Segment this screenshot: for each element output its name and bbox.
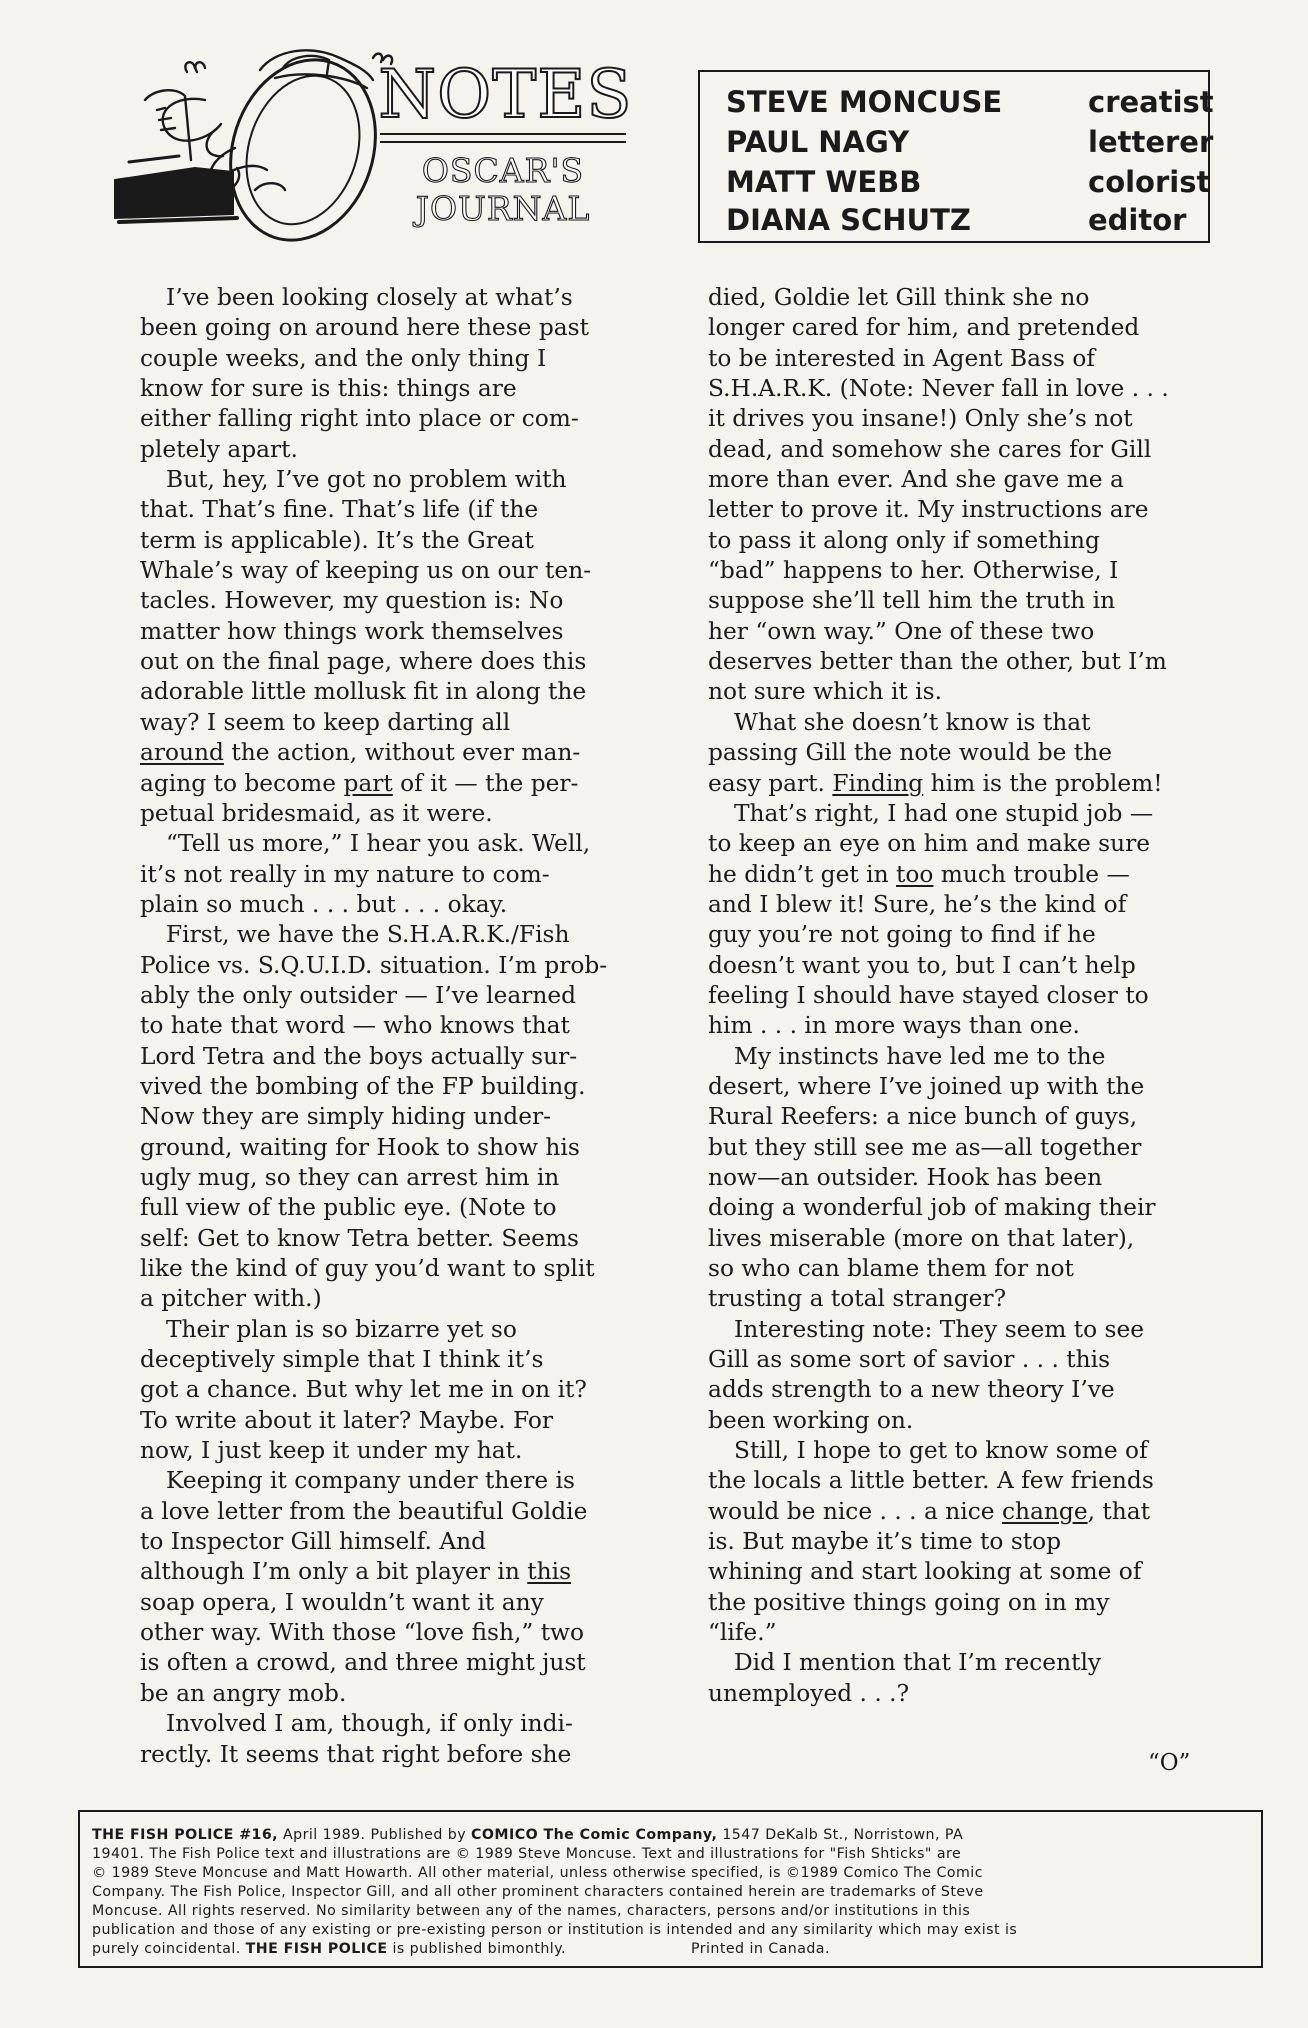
text-line: to be interested in Agent Bass of: [708, 344, 1095, 372]
text-line: desert, where I’ve joined up with the: [708, 1072, 1145, 1100]
text-line: petual bridesmaid, as it were.: [140, 799, 493, 827]
text-line: feeling I should have stayed closer to: [708, 981, 1149, 1009]
text-line: out on the final page, where does this: [140, 648, 587, 676]
indicia-line: publication and those of any existing or pre-existing person or institution is intended and any similarity which may exist is: [92, 1922, 1018, 1938]
credit-row: [726, 82, 1214, 122]
text-line: Still, I hope to get to know some of: [734, 1437, 1148, 1465]
title-divider: [380, 141, 626, 143]
text-line: doing a wonderful job of making their: [708, 1194, 1156, 1222]
text-line: pletely apart.: [140, 435, 298, 463]
text-line: know for sure is this: things are: [140, 375, 517, 403]
text-line: lives miserable (more on that later),: [708, 1224, 1135, 1252]
text-line: deceptively simple that I think it’s: [140, 1346, 544, 1374]
underlined-word: this: [527, 1558, 572, 1586]
text-line: aging to become part of it — the per-: [140, 769, 579, 797]
text-line: the locals a little better. A few friends: [708, 1467, 1154, 1495]
printed-in-canada: Printed in Canada.: [690, 1941, 830, 1957]
text-line: easy part. Finding him is the problem!: [708, 769, 1163, 797]
credit-role: creatist: [1088, 85, 1214, 119]
text-line: be an angry mob.: [140, 1679, 347, 1707]
text-line: it drives you insane!) Only she’s not: [708, 405, 1133, 433]
text-line: Rural Reefers: a nice bunch of guys,: [708, 1103, 1138, 1131]
indicia-line: [92, 1826, 1249, 1845]
text-line: around the action, without ever man-: [140, 739, 581, 767]
indicia-text: is published bimonthly.: [387, 1941, 566, 1957]
journal-right-column: [708, 283, 1213, 1709]
text-line: suppose she’ll tell him the truth in: [708, 587, 1116, 615]
indicia-publisher: COMICO The Comic Company,: [471, 1827, 718, 1843]
text-line: What she doesn’t know is that: [734, 708, 1091, 736]
underlined-word: part: [343, 769, 393, 797]
text-line: Did I mention that I’m recently: [734, 1649, 1102, 1677]
credit-row: [726, 200, 1190, 240]
text-line: My instincts have led me to the: [734, 1042, 1106, 1070]
text-line: Whale’s way of keeping us on our ten-: [140, 557, 592, 585]
text-line: is. But maybe it’s time to stop: [708, 1528, 1062, 1556]
indicia-line: Moncuse. All rights reserved. No similarity between any of the names, characters, persons and/or institutions in this: [92, 1903, 971, 1919]
text-line: to keep an eye on him and make sure: [708, 830, 1151, 858]
text-line: adorable little mollusk fit in along the: [140, 678, 587, 706]
text-line: To write about it later? Maybe. For: [140, 1406, 554, 1434]
text-line: now—an outsider. Hook has been: [708, 1163, 1103, 1191]
text-line: guy you’re not going to find if he: [708, 921, 1096, 949]
underlined-word: change: [1001, 1497, 1088, 1525]
text-line: died, Goldie let Gill think she no: [708, 284, 1090, 311]
text-line: that. That’s fine. That’s life (if the: [140, 496, 539, 524]
text-line: First, we have the S.H.A.R.K./Fish: [166, 921, 570, 949]
credit-row: [726, 122, 1214, 162]
text-line: Lord Tetra and the boys actually sur-: [140, 1042, 578, 1070]
text-line: “bad” happens to her. Otherwise, I: [708, 557, 1119, 585]
credit-name: PAUL NAGY: [726, 125, 910, 159]
credit-row: [726, 162, 1211, 202]
text-line: to hate that word — who knows that: [140, 1012, 570, 1040]
journal-title: [380, 152, 626, 228]
text-line: rectly. It seems that right before she: [140, 1740, 572, 1768]
text-line: But, hey, I’ve got no problem with: [166, 466, 567, 494]
text-line: him . . . in more ways than one.: [708, 1012, 1080, 1040]
text-line: trusting a total stranger?: [708, 1285, 1007, 1313]
text-line: not sure which it is.: [708, 678, 942, 706]
oscar-octopus-logo: [105, 30, 405, 250]
text-line: That’s right, I had one stupid job —: [734, 799, 1154, 827]
text-line: self: Get to know Tetra better. Seems: [140, 1224, 580, 1252]
text-line: whining and start looking at some of: [708, 1558, 1142, 1586]
indicia-title: THE FISH POLICE: [245, 1941, 388, 1957]
indicia-text: 1547 DeKalb St., Norristown, PA: [717, 1827, 964, 1843]
credits-box: [698, 70, 1214, 243]
text-line: it’s not really in my nature to com-: [140, 860, 550, 888]
indicia-line: Company. The Fish Police, Inspector Gill, and all other prominent characters contained herein are trademarks of Steve: [92, 1884, 984, 1900]
text-line: vived the bombing of the FP building.: [140, 1072, 586, 1100]
indicia-line: [92, 1940, 1249, 1959]
text-line: ugly mug, so they can arrest him in: [140, 1163, 560, 1191]
text-line: doesn’t want you to, but I can’t help: [708, 951, 1136, 979]
text-line: Gill as some sort of savior . . . this: [708, 1346, 1111, 1374]
credit-name: MATT WEBB: [726, 165, 922, 199]
title-divider: [380, 133, 626, 135]
text-line: now, I just keep it under my hat.: [140, 1437, 523, 1465]
text-line: way? I seem to keep darting all: [140, 708, 511, 736]
text-line: he didn’t get in too much trouble —: [708, 860, 1130, 888]
text-line: “life.”: [708, 1619, 777, 1647]
text-line: more than ever. And she gave me a: [708, 466, 1124, 494]
credit-name: DIANA SCHUTZ: [726, 203, 971, 237]
text-line: longer cared for him, and pretended: [708, 314, 1140, 342]
text-line: deserves better than the other, but I’m: [708, 648, 1167, 676]
text-line: term is applicable). It’s the Great: [140, 526, 534, 554]
indicia-text: purely coincidental.: [92, 1941, 246, 1957]
text-line: been working on.: [708, 1406, 914, 1434]
publication-indicia: [78, 1810, 1263, 1968]
text-line: got a chance. But why let me in on it?: [140, 1376, 587, 1404]
text-line: Interesting note: They seem to see: [734, 1315, 1145, 1343]
text-line: dead, and somehow she cares for Gill: [708, 435, 1152, 463]
text-line: the positive things going on in my: [708, 1588, 1110, 1616]
text-line: so who can blame them for not: [708, 1255, 1074, 1282]
credit-role: editor: [1088, 203, 1187, 237]
underlined-word: Finding: [832, 769, 924, 797]
underlined-word: around: [140, 739, 224, 767]
text-line: is often a crowd, and three might just: [140, 1649, 586, 1677]
text-line: tacles. However, my question is: No: [140, 587, 564, 615]
journal-left-column: [140, 283, 645, 1770]
text-line: I’ve been looking closely at what’s: [166, 284, 573, 311]
credit-role: letterer: [1088, 125, 1214, 159]
text-line: plain so much . . . but . . . okay.: [140, 890, 508, 918]
text-line: like the kind of guy you’d want to split: [140, 1255, 595, 1282]
text-line: but they still see me as—all together: [708, 1133, 1142, 1161]
text-line: full view of the public eye. (Note to: [140, 1194, 557, 1222]
credit-role: colorist: [1088, 165, 1211, 199]
text-line: a pitcher with.): [140, 1285, 322, 1313]
text-line: Involved I am, though, if only indi-: [166, 1710, 573, 1738]
text-line: “Tell us more,” I hear you ask. Well,: [166, 830, 591, 858]
text-line: letter to prove it. My instructions are: [708, 496, 1149, 524]
text-line: ground, waiting for Hook to show his: [140, 1133, 580, 1161]
text-line: to Inspector Gill himself. And: [140, 1528, 487, 1556]
text-line: adds strength to a new theory I’ve: [708, 1376, 1115, 1404]
text-line: to pass it along only if something: [708, 526, 1100, 554]
notes-title: NOTES: [378, 56, 633, 133]
text-line: and I blew it! Sure, he’s the kind of: [708, 890, 1127, 918]
indicia-line: © 1989 Steve Moncuse and Matt Howarth. All other material, unless otherwise specified, is ©1989 Comico The Comic: [92, 1865, 983, 1881]
text-line: matter how things work themselves: [140, 617, 564, 645]
text-line: been going on around here these past: [140, 314, 589, 342]
underlined-word: too: [895, 860, 934, 888]
text-line: ably the only outsider — I’ve learned: [140, 981, 577, 1009]
text-line: passing Gill the note would be the: [708, 739, 1112, 767]
text-line: Now they are simply hiding under-: [140, 1103, 551, 1131]
text-line: Their plan is so bizarre yet so: [166, 1315, 517, 1343]
text-line: either falling right into place or com-: [140, 405, 579, 433]
indicia-text: April 1989. Published by: [278, 1827, 472, 1843]
text-line: a love letter from the beautiful Goldie: [140, 1497, 588, 1525]
text-line: Police vs. S.Q.U.I.D. situation. I’m prob-: [140, 951, 608, 979]
text-line: her “own way.” One of these two: [708, 617, 1095, 645]
credit-name: STEVE MONCUSE: [726, 85, 1003, 119]
indicia-title: THE FISH POLICE #16,: [92, 1827, 279, 1843]
indicia-line: 19401. The Fish Police text and illustrations are © 1989 Steve Moncuse. Text and illustrations for "Fish Shticks" are: [92, 1846, 962, 1862]
journal-title-line: OSCAR'S: [421, 151, 585, 190]
text-line: would be nice . . . a nice change, that: [708, 1497, 1151, 1525]
text-line: Keeping it company under there is: [166, 1467, 575, 1495]
text-line: although I’m only a bit player in this: [140, 1558, 572, 1586]
signature: “O”: [1148, 1750, 1191, 1776]
text-line: other way. With those “love fish,” two: [140, 1619, 585, 1647]
text-line: soap opera, I wouldn’t want it any: [140, 1588, 544, 1616]
text-line: S.H.A.R.K. (Note: Never fall in love . . .: [708, 375, 1169, 403]
journal-title-line: JOURNAL: [415, 189, 591, 228]
text-line: couple weeks, and the only thing I: [140, 344, 547, 372]
text-line: unemployed . . .?: [708, 1679, 910, 1707]
